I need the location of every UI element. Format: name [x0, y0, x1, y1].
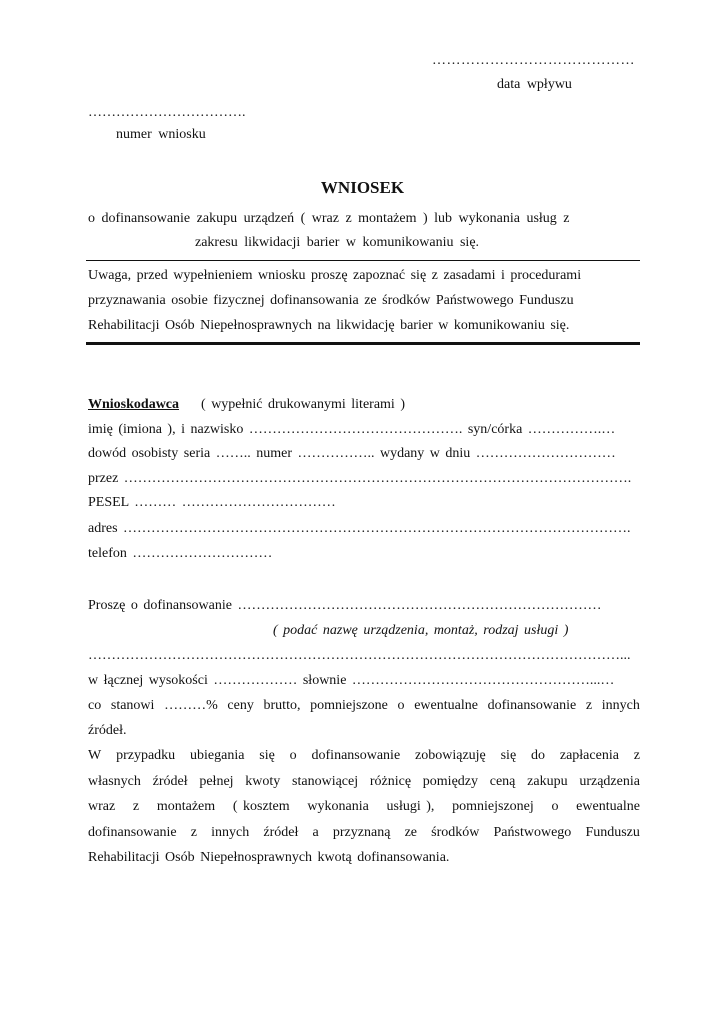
- date-received-label: data wpływu: [497, 77, 572, 92]
- commitment-word: pomniejszonej: [452, 799, 534, 814]
- percent-word: ceny: [227, 698, 254, 713]
- commitment-line: [88, 774, 640, 800]
- commitment-word: o: [289, 748, 297, 763]
- commitment-word: z: [190, 824, 198, 840]
- commitment-word: ubiegania: [190, 748, 245, 763]
- commitment-line: [88, 748, 640, 774]
- percent-word: z: [585, 698, 593, 713]
- percent-word: co: [88, 698, 102, 713]
- commitment-word: zakupu: [527, 773, 568, 789]
- notice-line-1: Uwaga, przed wypełnieniem wniosku proszę zapoznać się z zasadami i procedurami: [88, 268, 582, 283]
- percent-word: o: [397, 698, 405, 713]
- commitment-line: [88, 799, 640, 825]
- commitment-word: ze: [404, 824, 417, 840]
- commitment-word: innych: [211, 824, 250, 840]
- commitment-word: ewentualne: [576, 799, 640, 814]
- commitment-word: środków: [431, 824, 480, 840]
- commitment-word: różnicę: [369, 773, 412, 789]
- commitment-word: wraz: [88, 799, 116, 814]
- commitment-word: usługi ),: [386, 799, 435, 814]
- document-title: WNIOSEK: [320, 178, 405, 197]
- applicant-pesel-field[interactable]: PESEL ……… ……………………………: [88, 495, 336, 510]
- applicant-address-field[interactable]: adres ……………………………………………………………………………………………….: [88, 521, 631, 536]
- commitment-word: ceną: [489, 773, 516, 789]
- commitment-end: Rehabilitacji Osób Niepełnosprawnych kwotą dofinansowania.: [88, 850, 450, 865]
- commitment-word: kwoty: [245, 773, 281, 789]
- commitment-word: W: [88, 748, 102, 763]
- document-subtitle-line-2: zakresu likwidacji barier w komunikowaniu się.: [195, 235, 480, 250]
- commitment-word: montażem: [156, 799, 216, 814]
- commitment-word: źródeł: [152, 773, 188, 789]
- applicant-issued-by-field[interactable]: przez ……………………………………………………………………………………………….: [88, 471, 632, 486]
- commitment-word: się: [259, 748, 275, 763]
- notice-top-rule: [86, 260, 640, 261]
- applicant-heading: Wnioskodawca: [88, 397, 180, 412]
- percent-word: dofinansowanie: [487, 698, 577, 713]
- percent-word[interactable]: ………%: [164, 698, 218, 713]
- applicant-heading-row: [88, 397, 405, 413]
- commitment-word: źródeł: [263, 824, 299, 840]
- commitment-word: Państwowego: [493, 824, 572, 840]
- date-received-blank[interactable]: ……………………………………: [432, 53, 635, 68]
- percent-word: stanowi: [110, 698, 155, 713]
- commitment-word: z: [633, 748, 640, 763]
- commitment-word: zapłacenia: [559, 748, 619, 763]
- request-percent-end: źródeł.: [88, 723, 127, 738]
- commitment-word: z: [132, 799, 140, 814]
- applicant-name-field[interactable]: imię (imiona ), i nazwisko ………………………………………. syn/córka …………….…: [88, 422, 616, 437]
- applicant-id-field[interactable]: dowód osobisty seria …….. numer …………….. wydany w dniu …………………………: [88, 446, 616, 461]
- commitment-word: a: [312, 824, 319, 840]
- commitment-word: przyznaną: [332, 824, 391, 840]
- percent-word: pomniejszone: [310, 698, 388, 713]
- commitment-word: przypadku: [116, 748, 176, 763]
- notice-box: [88, 263, 640, 338]
- applicant-heading-note: ( wypełnić drukowanymi literami ): [201, 397, 405, 412]
- commitment-word: ( kosztem: [232, 799, 290, 814]
- commitment-word: własnych: [88, 773, 141, 789]
- application-number-label: numer wniosku: [116, 127, 206, 142]
- percent-word: ewentualne: [414, 698, 478, 713]
- commitment-word: Funduszu: [585, 824, 640, 840]
- percent-word: innych: [601, 698, 640, 713]
- commitment-word: pomiędzy: [422, 773, 479, 789]
- commitment-word: się: [500, 748, 517, 763]
- request-item-hint: ( podać nazwę urządzenia, montaż, rodzaj usługi ): [273, 623, 569, 638]
- commitment-word: wykonania: [307, 799, 369, 814]
- commitment-word: dofinansowanie: [311, 748, 401, 763]
- commitment-word: dofinansowanie: [88, 824, 177, 840]
- request-percent-row: [88, 698, 640, 714]
- commitment-word: do: [531, 748, 546, 763]
- applicant-phone-field[interactable]: telefon …………………………: [88, 546, 273, 561]
- application-number-blank[interactable]: …………………………….: [88, 105, 246, 120]
- request-item-field[interactable]: Proszę o dofinansowanie ……………………………………………………………………: [88, 598, 602, 613]
- commitment-word: zobowiązuję: [415, 748, 486, 763]
- notice-line-3: Rehabilitacji Osób Niepełnosprawnych na likwidację barier w komunikowaniu się.: [88, 318, 570, 333]
- commitment-word: urządzenia: [579, 773, 640, 789]
- commitment-word: pełnej: [199, 773, 234, 789]
- notice-line-2: przyznawania osobie fizycznej dofinansowania ze środków Państwowego Funduszu: [88, 293, 574, 308]
- percent-word: brutto,: [263, 698, 301, 713]
- commitment-line: [88, 825, 640, 851]
- commitment-word: stanowiącej: [292, 773, 359, 789]
- request-item-continuation-field[interactable]: ……………………………………………………………………………………………………...: [88, 648, 631, 663]
- commitment-word: o: [551, 799, 559, 814]
- notice-bottom-rule: [86, 342, 640, 345]
- commitment-paragraph: [88, 748, 640, 850]
- request-amount-field[interactable]: w łącznej wysokości ……………… słownie ……………………………………………...…: [88, 673, 615, 688]
- document-subtitle-line-1: o dofinansowanie zakupu urządzeń ( wraz z montażem ) lub wykonania usług z: [88, 211, 570, 226]
